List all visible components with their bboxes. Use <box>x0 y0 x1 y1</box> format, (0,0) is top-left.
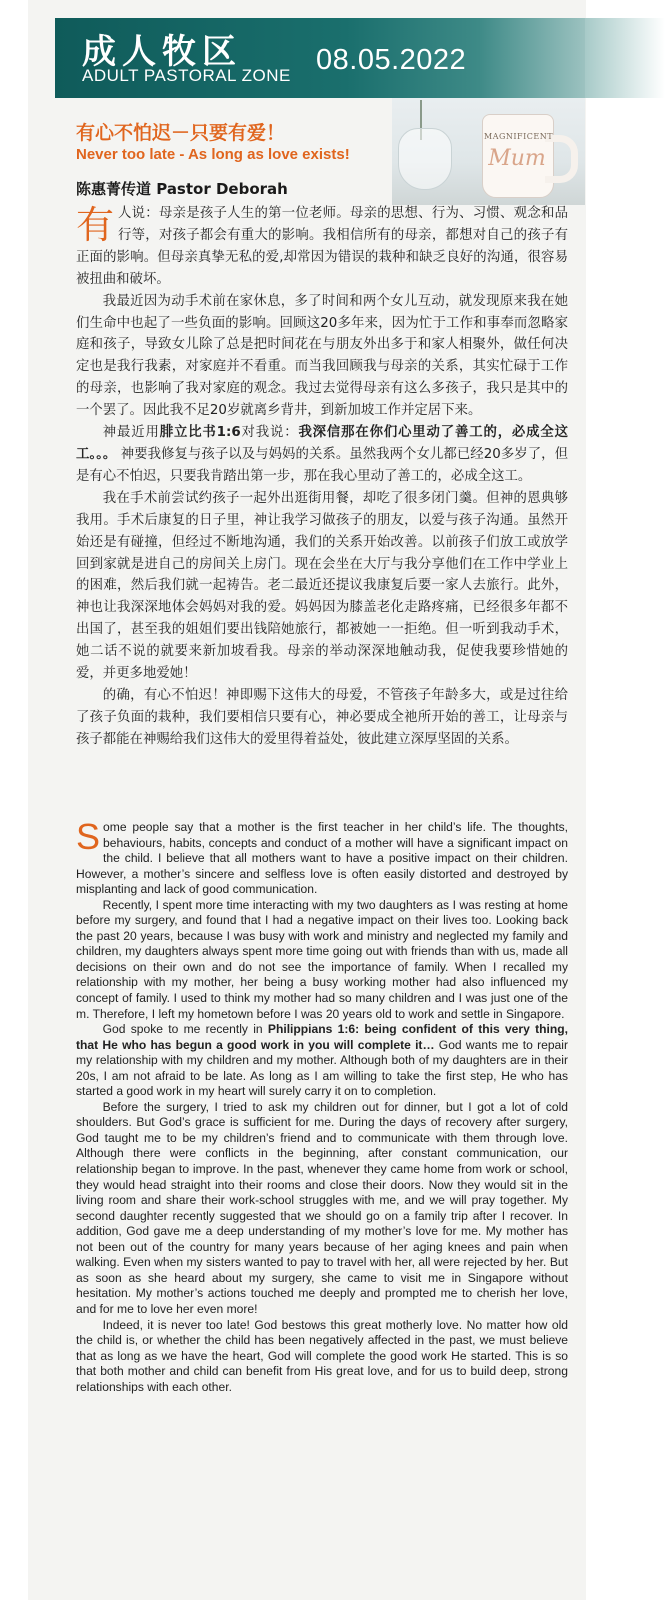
article-body-cn <box>76 203 568 751</box>
en-p3-text-c: God wants me to repair my relationship with my children and my mother. Although both of my daughters are in their 20s, I am not afraid to be late. As long as I am willing to take the first step, He who has started a good work in my heart will surely carry it on to completion. <box>76 1037 568 1099</box>
en-paragraph-4: Before the surgery, I tried to ask my children out for dinner, but I got a lot of cold shoulders. But God’s grace is sufficient for me. During the days of recovery after surgery, God taught me to be my children’s friend and to communicate with them through love. Although there were conflicts in the beginning, after constant communication, our relationship began to improve. In the past, whenever they came home from work or school, they would head straight into their rooms and close their doors. Now they would sit in the living room and share their work-school struggles with me, and we will pray together. My second daughter recently suggested that we should go on a family trip after I recover. In addition, God gave me a deep understanding of my mother’s love for me. My mother has not been out of the country for many years because of her aging knees and pain when walking. Even when my sisters wanted to pay to travel with her, all were rejected by her. But as soon as she heard about my surgery, she came to visit me in Singapore without hesitation. My mother’s actions touched me deeply and prompted me to cherish her love, and for me to love her even more! <box>76 1099 568 1316</box>
en-paragraph-1-text: ome people say that a mother is the first teacher in her child’s life. The thoughts, behaviours, habits, concepts and conduct of a mother will have a significant impact on the child. I believe that all mothers want to have a positive impact on their children. However, a mother’s sincere and selfless love is often easily distorted and destroyed by misplanting and lack of good communication. <box>76 820 568 897</box>
dropcap-cn: 有 <box>76 203 115 247</box>
en-paragraph-5: Indeed, it is never too late! God bestows this great motherly love. No matter how old the child is, or whether the child has been negatively affected in the past, we must believe that as long as we have the heart, God will complete the good work He started. This is so that both mother and child can benefit from His great love, and for us to build deep, strong relationships with each other. <box>76 1317 568 1394</box>
article-title-cn: 有心不怕迟－只要有爱！ <box>76 122 286 144</box>
cn-p3-text-c: 对我说： <box>240 425 299 441</box>
dropcap-en: S <box>76 816 101 857</box>
cn-p3-text-e: 神要我修复与孩子以及与妈妈的关系。虽然我两个女儿都已经20多岁了，但是有心不怕迟，只要我肯踏出第一步，那在我心里动了善工的，必成全这工。 <box>76 446 568 484</box>
en-paragraph-3 <box>76 1022 568 1100</box>
en-p3-text-a: God spoke to me recently in <box>102 1022 268 1037</box>
cn-paragraph-3 <box>76 422 568 488</box>
en-p3-verse: Philippians 1:6: being confident of this very thing, that He who has begun a good work in you will complete it… <box>76 1022 568 1052</box>
article-body-en <box>76 816 568 1395</box>
cn-p3-verse-ref: 腓立比书1:6 <box>159 425 241 441</box>
section-title-en: ADULT PASTORAL ZONE <box>82 66 291 85</box>
cn-paragraph-1-text: 人说：母亲是孩子人生的第一位老师。母亲的思想、行为、习惯、观念和品行等，对孩子都会有重大的影响。我相信所有的母亲，都想对自己的孩子有正面的影响。但母亲真挚无私的爱,却常因为错误的栽种和缺乏良好的沟通，很容易被扭曲和破坏。 <box>76 206 568 287</box>
en-paragraph-2: Recently, I spent more time interacting with my two daughters as I was resting at home before my surgery, and found that I had a negative impact on their lives too. Looking back the past 20 years, because I was busy with work and ministry and neglected my family and children, my daughters always spent more time going out with friends than with us, made all decisions on their own and do not see the importance of family. When I recalled my relationship with my mother, her being a busy working mother had also influenced my concept of family. I used to think my mother had so many children and I was just one of the m. Therefore, I left my hometown before I was 20 years old to work and settle in Singapore. <box>76 897 568 1021</box>
mug-lettering-script: Mum <box>488 146 546 171</box>
cn-p3-text-a: 神最近用 <box>102 425 160 441</box>
cn-paragraph-5: 的确，有心不怕迟！神即赐下这伟大的母爱，不管孩子年龄多大，或是过往给了孩子负面的栽种，我们要相信只要有心，神必要成全祂所开始的善工，让母亲与孩子都能在神赐给我们这伟大的爱里得着益处，彼此建立深厚坚固的关系。 <box>76 687 568 747</box>
article-author: 陈惠菁传道 Pastor Deborah <box>76 180 288 198</box>
header-band-fade <box>585 18 665 98</box>
mug-lettering-top: MAGNIFICENT <box>484 132 554 141</box>
section-title-cn: 成人牧区 <box>82 32 242 72</box>
issue-date: 08.05.2022 <box>316 44 467 76</box>
en-paragraph-1 <box>76 816 568 898</box>
cn-paragraph-4: 我在手术前尝试约孩子一起外出逛街用餐，却吃了很多闭门羹。但神的恩典够我用。手术后康复的日子里，神让我学习做孩子的朋友，以爱与孩子沟通。虽然开始还是有碰撞，但经过不断地沟通，我们的关系开始改善。以前孩子们放工或放学回到家就是进自己的房间关上房门。现在会坐在大厅与我分享他们在工作中学业上的困难，然后我们就一起祷告。老二最近还提议我康复后要一家人去旅行。此外，神也让我深深地体会妈妈对我的爱。妈妈因为膝盖老化走路疼痛，已经很多年都不出国了，甚至我的姐姐们要出钱陪她旅行，都被她一一拒绝。但一听到我动手术，她二话不说的就要来新加坡看我。母亲的举动深深地触动我，促使我要珍惜她的爱，并更多地爱她！ <box>76 490 568 682</box>
article-title-en: Never too late - As long as love exists! <box>76 146 350 163</box>
cn-paragraph-1 <box>76 203 568 291</box>
vase-graphic <box>398 128 452 190</box>
cn-paragraph-2: 我最近因为动手术前在家休息，多了时间和两个女儿互动，就发现原来我在她们生命中也起了一些负面的影响。回顾这20多年来，因为忙于工作和事奉而忽略家庭和孩子，导致女儿除了总是把时间花在与朋友外出多于和家人相聚外，做任何决定也是我行我素，对家庭并不看重。而当我回顾我与母亲的关系，其实忙碌于工作的母亲，也影响了我对家庭的观念。我过去觉得母亲有这么多孩子，我只是其中的一个罢了。因此我不足20岁就离乡背井，到新加坡工作并定居下来。 <box>76 293 568 419</box>
cn-p3-verse-quote: 我深信那在你们心里动了善工的，必成全这工。。。 <box>76 425 569 462</box>
